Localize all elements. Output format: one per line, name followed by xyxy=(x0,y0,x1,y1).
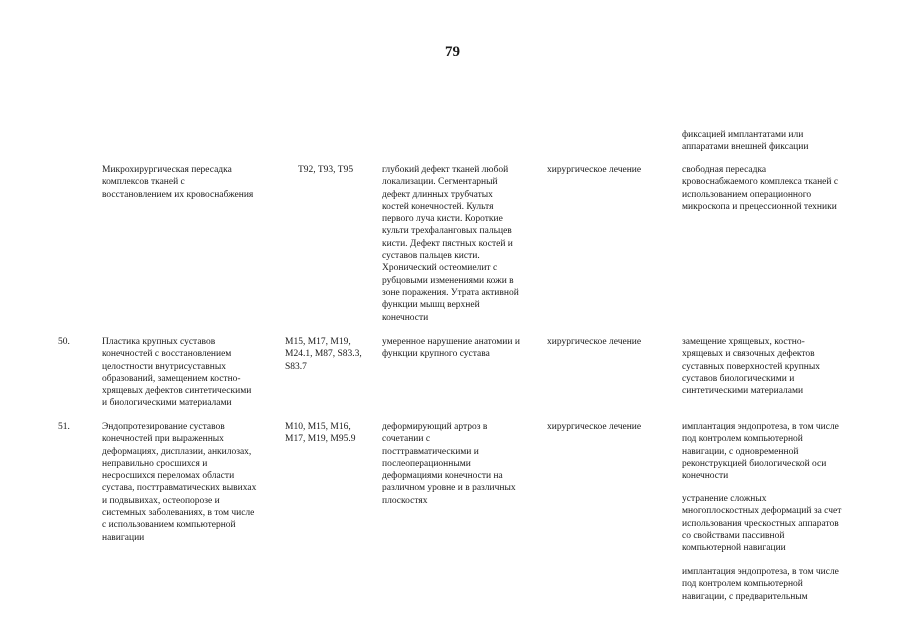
row-50-number: 50. xyxy=(58,337,70,347)
row-51-method-1: имплантация эндопротеза, в том числе под контролем компьютерной навигации, с одновременной реконструкцией биологической оси конечности xyxy=(682,422,839,482)
row-51-treatment: хирургическое лечение xyxy=(547,422,642,432)
row-1-method: свободная пересадка кровоснабжаемого комплекса тканей с использованием операционного микроскопа и прецессионной техники xyxy=(682,165,839,212)
row-50-treatment: хирургическое лечение xyxy=(547,337,642,347)
row-1-treatment: хирургическое лечение xyxy=(547,165,642,175)
row-1-name: Микрохирургическая пересадка комплексов тканей с восстановлением их кровоснабжения xyxy=(102,165,254,200)
row-51-model: деформирующий артроз в сочетании с посттравматическими и послеоперационными деформациями конечности на различном уровне и в различных плоскостях xyxy=(382,422,516,506)
row-51-name: Эндопротезирование суставов конечностей при выраженных деформациях, дисплазии, анкилозах, неправильно сросшихся и несросшихся переломах области сустава, посттравматических вывихах и подвывихах, остеопорозе и системных заболеваниях, в том числе с использованием компьютерной навигации xyxy=(102,422,257,543)
row-50-method: замещение хрящевых, костно- хрящевых и связочных дефектов суставных поверхностей крупных суставов биологическими и синтетическими материалами xyxy=(682,337,821,397)
row-1-codes: T92, T93, T95 xyxy=(298,165,354,175)
row-51-codes: M10, M15, M16, M17, M19, M95.9 xyxy=(285,422,356,445)
row-50-codes: M15, M17, M19, M24.1, M87, S83.3, S83.7 xyxy=(285,337,362,372)
row-50-name: Пластика крупных суставов конечностей с восстановлением целостности внутрисуставных образований, замещением костно- хрящевых дефектов синтетическими и биологическими материалами xyxy=(102,337,252,409)
row-51-method-2: устранение сложных многоплоскостных деформаций за счет использования чрескостных аппаратов со свойствами пассивной компьютерной навигации xyxy=(682,494,842,554)
page-number: 79 xyxy=(445,44,460,60)
row-1-model: глубокий дефект тканей любой локализации. Сегментарный дефект длинных трубчатых костей конечностей. Культя первого луча кисти. Короткие культи трехфаланговых пальцев кисти. Дефект пястных костей и суставов пальцев кисти. Хронический остеомиелит с рубцовыми изменениями кожи в зоне поражения. Утрата активной функции мышц верхней конечности xyxy=(382,165,519,323)
row-51-method-3: имплантация эндопротеза, в том числе под контролем компьютерной навигации, с предварительным xyxy=(682,567,839,602)
row-50-model: умеренное нарушение анатомии и функции крупного сустава xyxy=(382,337,520,360)
method-continuation: фиксацией имплантатами или аппаратами внешней фиксации xyxy=(682,130,809,153)
row-51-number: 51. xyxy=(58,422,70,432)
